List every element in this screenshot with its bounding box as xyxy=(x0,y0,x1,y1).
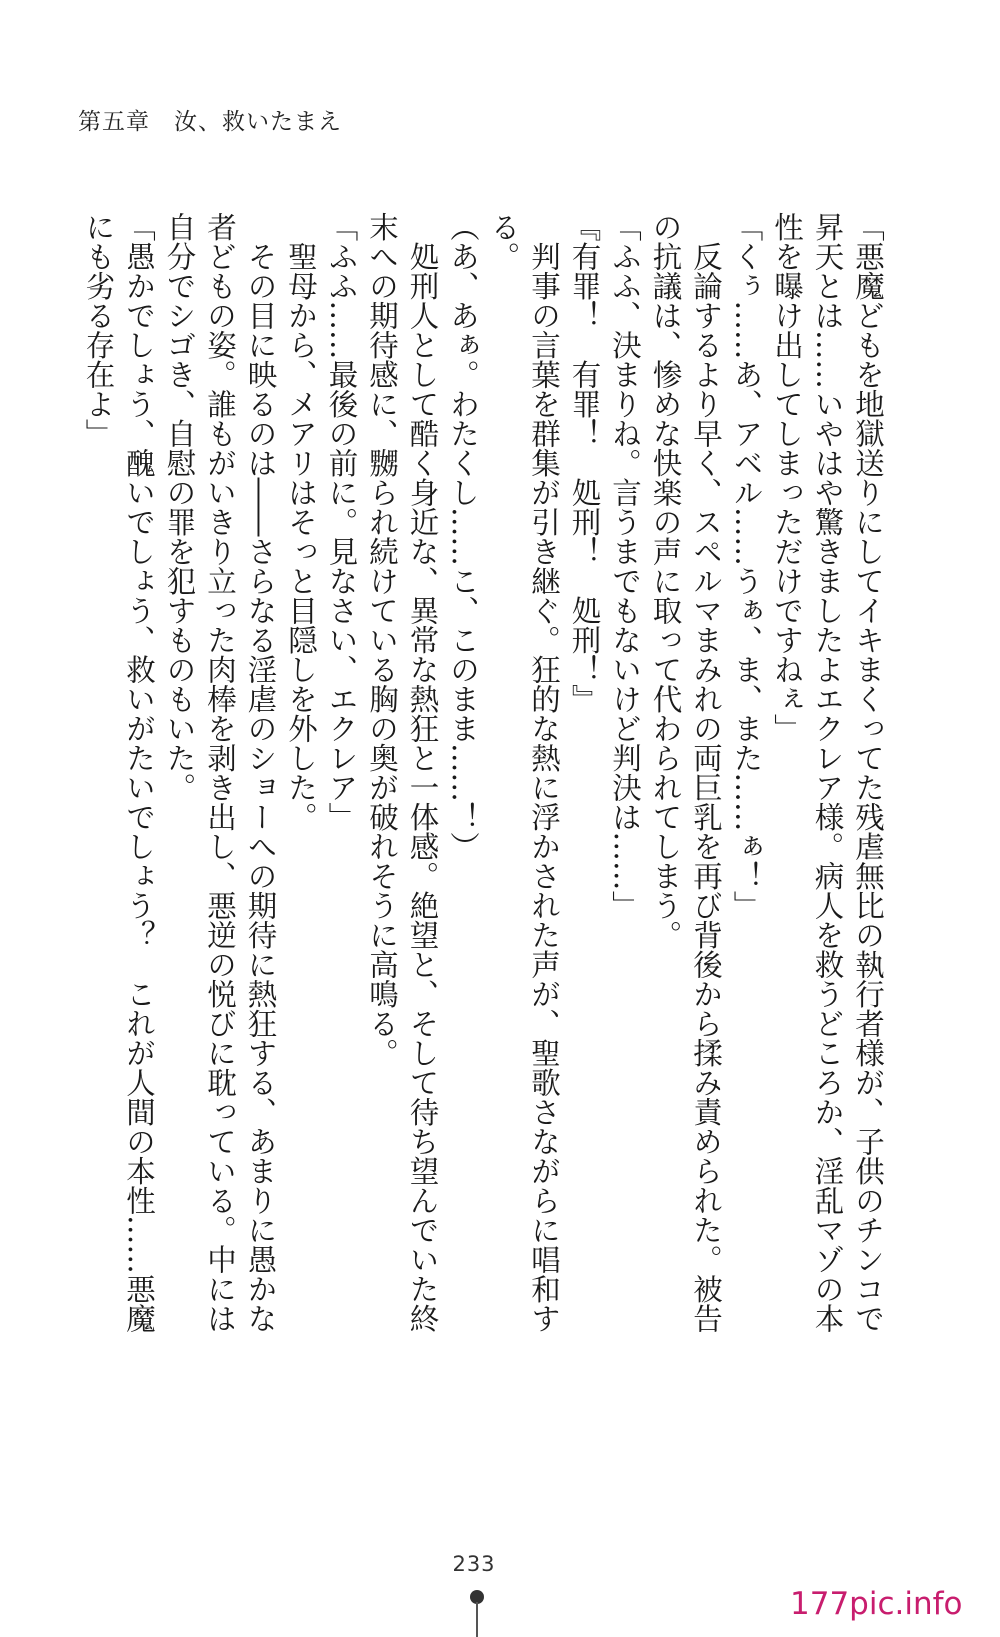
paragraph: 「愚かでしょう、醜いでしょう、救いがたいでしょう？ これが人間の本性……悪魔にも劣る存在よ」 xyxy=(81,212,156,1333)
paragraph: 「ふふ……最後の前に。見なさい、エクレア」 xyxy=(324,212,359,832)
paragraph: その目に映るのは――さらなる淫虐のショーへの期待に熱狂する、あまりに愚かな者どもの姿。誰もがいきり立った肉棒を剥き出し、悪逆の悦びに耽っている。中には自分でシゴき、自慰の罪を犯すものもいた。 xyxy=(162,212,278,1333)
paragraph: 判事の言葉を群集が引き継ぐ。狂的な熱に浮かされた声が、聖歌さながらに唱和する。 xyxy=(486,212,561,1333)
page-marker-line xyxy=(476,1602,478,1637)
page-number: 233 xyxy=(452,1552,496,1576)
paragraph: （あ、あぁ。わたくし……こ、このまま……！） xyxy=(446,212,480,861)
paragraph: 「くぅ……あ、アベル……うぁ、ま、また……ぁ！」 xyxy=(729,212,764,920)
vertical-body-text xyxy=(78,212,888,1352)
paragraph: 「悪魔どもを地獄送りにしてイキまくってた残虐無比の執行者様が、子供のチンコで昇天とは……いやはや驚きましたよエクレア様。病人を救うどころか、淫乱マゾの本性を曝け出してしまっただけですねぇ」 xyxy=(770,212,885,1333)
paragraph: 反論するより早く、スペルマまみれの両巨乳を再び背後から揉み責められた。被告の抗議は、惨めな快楽の声に取って代わられてしまう。 xyxy=(648,212,723,1333)
chapter-title: 第五章 汝、救いたまえ xyxy=(78,109,342,135)
paragraph: 「ふふ、決まりね。言うまでもないけど判決は……」 xyxy=(608,212,642,920)
paragraph: 処刑人として酷く身近な、異常な熱狂と一体感。絶望と、そして待ち望んでいた終末への期待感に、嬲られ続けている胸の奥が破れそうに高鳴る。 xyxy=(365,212,440,1333)
paragraph: 聖母から、メアリはそっと目隠しを外した。 xyxy=(284,212,318,832)
watermark-text: 177pic.info xyxy=(790,1586,963,1622)
paragraph: 『有罪！ 有罪！ 処刑！ 処刑！』 xyxy=(567,212,602,714)
